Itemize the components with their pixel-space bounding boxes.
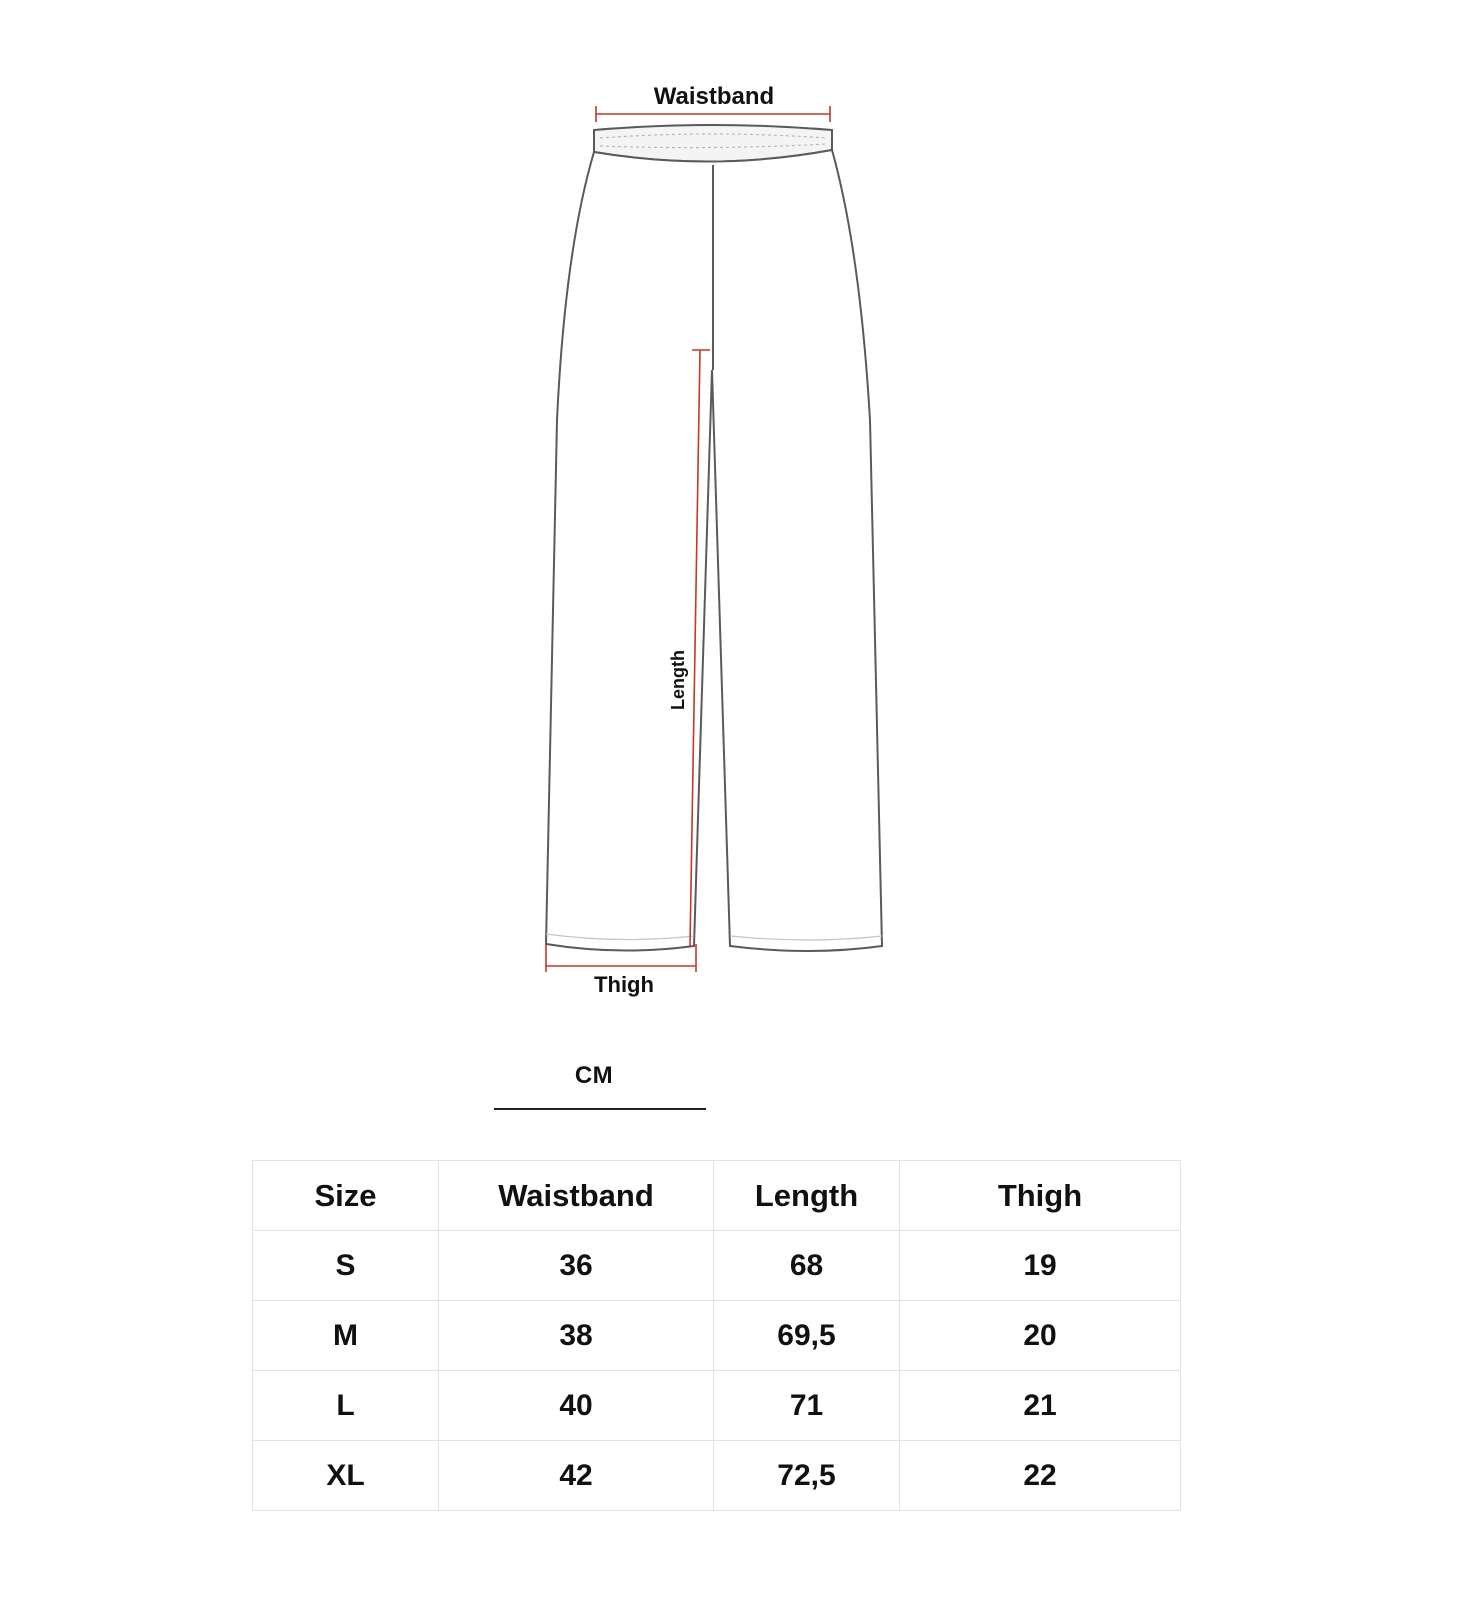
cell-size: XL: [253, 1441, 439, 1511]
thigh-label: Thigh: [594, 972, 654, 997]
table-row: [253, 1371, 1181, 1441]
cell-size: M: [253, 1301, 439, 1371]
cell-waistband: 42: [439, 1441, 714, 1511]
table-row: [253, 1441, 1181, 1511]
header-waistband: Waistband: [439, 1161, 714, 1231]
unit-underline: [494, 1108, 706, 1110]
cell-size: S: [253, 1231, 439, 1301]
cell-length: 72,5: [714, 1441, 900, 1511]
cell-length: 68: [714, 1231, 900, 1301]
cell-thigh: 22: [900, 1441, 1181, 1511]
cell-size: L: [253, 1371, 439, 1441]
cell-waistband: 36: [439, 1231, 714, 1301]
cell-length: 69,5: [714, 1301, 900, 1371]
unit-label: CM: [574, 1062, 614, 1089]
cell-waistband: 38: [439, 1301, 714, 1371]
table-header-row: [253, 1161, 1181, 1231]
length-label: Length: [668, 650, 688, 710]
header-thigh: Thigh: [900, 1161, 1181, 1231]
cell-thigh: 20: [900, 1301, 1181, 1371]
header-size: Size: [253, 1161, 439, 1231]
size-table: [252, 1160, 1181, 1511]
cell-length: 71: [714, 1371, 900, 1441]
table-row: [253, 1301, 1181, 1371]
cell-thigh: 19: [900, 1231, 1181, 1301]
waistband-label: Waistband: [653, 83, 775, 110]
header-length: Length: [714, 1161, 900, 1231]
cell-waistband: 40: [439, 1371, 714, 1441]
cell-thigh: 21: [900, 1371, 1181, 1441]
table-row: [253, 1231, 1181, 1301]
unit-heading: [494, 1062, 706, 1112]
